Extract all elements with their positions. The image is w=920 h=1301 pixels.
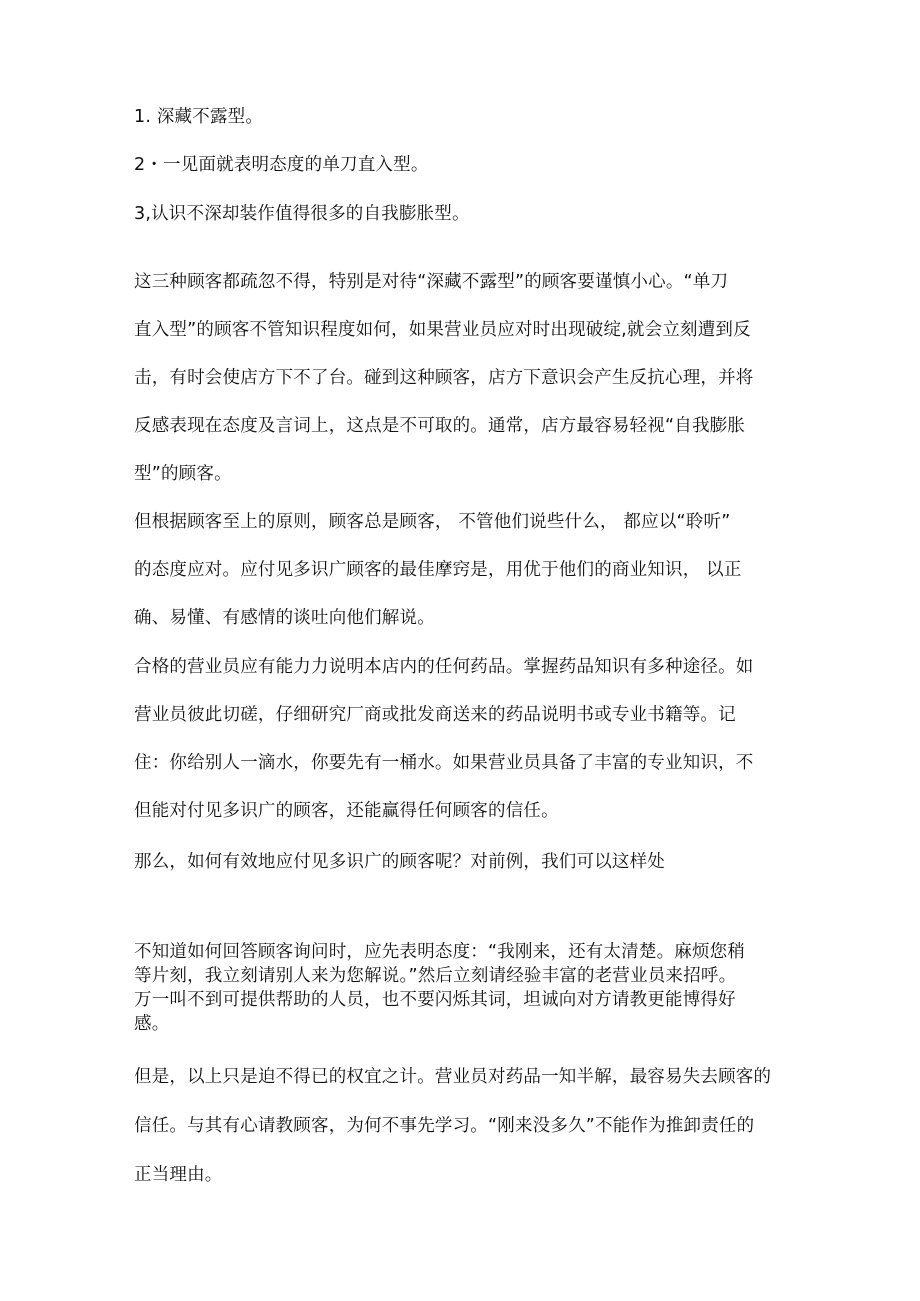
paragraph-6-line-1: 但是，以上只是迫不得已的权宜之计。营业员对药品一知半解，最容易失去顾客的 [134, 1067, 772, 1087]
list-item-3: 3,认识不深却装作值得很多的自我膨胀型。 [134, 204, 470, 224]
paragraph-3-line-3: 住：你给别人一滴水，你要先有一桶水。如果营业员具备了丰富的专业知识，不 [134, 753, 754, 773]
paragraph-6-line-2: 信任。与其有心请教顾客，为何不事先学习。“刚来没多久”不能作为推卸责任的 [134, 1116, 755, 1136]
paragraph-5-line-1: 不知道如何回答顾客询问时，应先表明态度：“我刚来，还有太清楚。麻烦您稍 [134, 942, 746, 962]
paragraph-4-line-1: 那么，如何有效地应付见多识广的顾客呢？对前例，我们可以这样处 [134, 852, 665, 872]
paragraph-2-line-2: 的态度应对。应付见多识广顾客的最佳摩窍是，用优于他们的商业知识， 以正 [134, 560, 742, 580]
paragraph-6-line-3: 正当理由。 [134, 1165, 223, 1185]
paragraph-3-line-4: 但能对付见多识广的顾客，还能赢得任何顾客的信任。 [134, 801, 559, 821]
list-item-1: 1. 深藏不露型。 [134, 107, 264, 127]
paragraph-5-line-3: 万一叫不到可提供帮助的人员，也不要闪烁其词，坦诚向对方请教更能博得好 [134, 990, 736, 1010]
paragraph-2-line-3: 确、易懂、有感情的谈吐向他们解说。 [134, 608, 435, 628]
paragraph-3-line-1: 合格的营业员应有能力力说明本店内的任何药品。掌握药品知识有多种途径。如 [134, 657, 754, 677]
paragraph-2-line-1: 但根据顾客至上的原则，顾客总是顾客， 不管他们说些什么， 都应以“聆听” [134, 512, 731, 532]
paragraph-1-line-3: 击，有时会使店方下不了台。碰到这种顾客，店方下意识会产生反抗心理，并将 [134, 368, 754, 388]
paragraph-1-line-5: 型”的顾客。 [134, 464, 232, 484]
paragraph-1-line-2: 直入型”的顾客不管知识程度如何，如果营业员应对时出现破绽,就会立刻遭到反 [134, 320, 751, 340]
list-item-2: 2・一见面就表明态度的单刀直入型。 [134, 155, 429, 175]
paragraph-1-line-4: 反感表现在态度及言词上，这点是不可取的。通常，店方最容易轻视“自我膨胀 [134, 416, 746, 436]
paragraph-5-line-4: 感。 [134, 1014, 170, 1034]
paragraph-5-line-2: 等片刻，我立刻请别人来为您解说。”然后立刻请经验丰富的老营业员来招呼。 [134, 966, 737, 986]
paragraph-3-line-2: 营业员彼此切磋，仔细研究厂商或批发商送来的药品说明书或专业书籍等。记 [134, 705, 736, 725]
paragraph-1-line-1: 这三种顾客都疏忽不得，特别是对待“深藏不露型”的顾客要谨慎小心。“单刀 [134, 272, 729, 292]
